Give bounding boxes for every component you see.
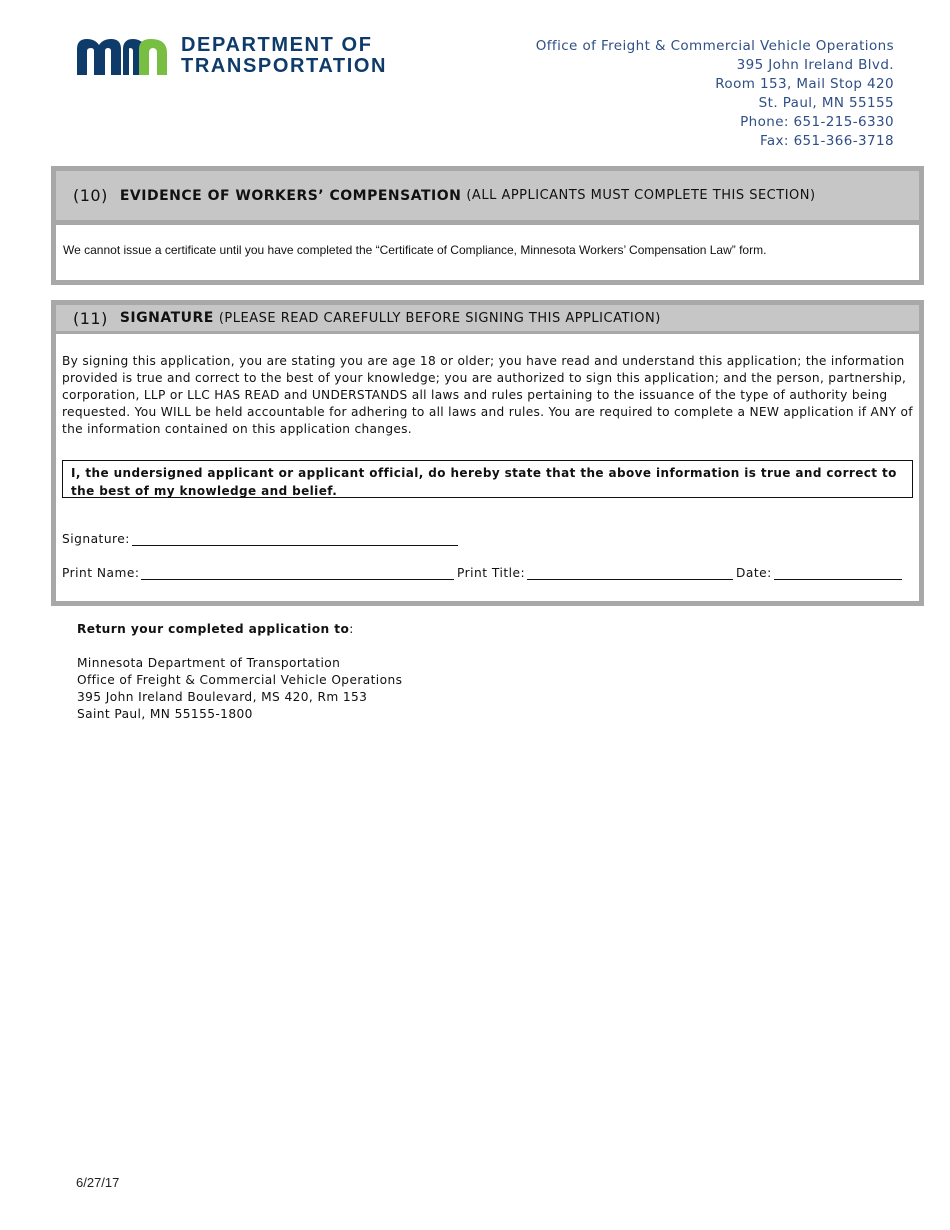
print-name-label: Print Name: bbox=[62, 566, 140, 580]
print-name-line[interactable] bbox=[141, 565, 454, 580]
return-line: Office of Freight & Commercial Vehicle Operations bbox=[77, 673, 403, 687]
section-11-header bbox=[56, 305, 919, 331]
address-line: Office of Freight & Commercial Vehicle Operations bbox=[535, 38, 894, 54]
mn-logo-mark-icon bbox=[77, 37, 169, 75]
section-title: EVIDENCE OF WORKERS’ COMPENSATION bbox=[119, 187, 462, 204]
section-number: (11) bbox=[73, 308, 108, 328]
return-heading-suffix: : bbox=[349, 622, 354, 636]
mndot-logo bbox=[77, 35, 417, 79]
signature-field bbox=[62, 531, 458, 546]
address-phone: Phone: 651-215-6330 bbox=[740, 114, 894, 130]
return-line: Minnesota Department of Transportation bbox=[77, 656, 341, 670]
section-subtitle: (PLEASE READ CAREFULLY BEFORE SIGNING THIS APPLICATION) bbox=[218, 310, 661, 326]
address-fax: Fax: 651-366-3718 bbox=[759, 133, 894, 149]
return-line: Saint Paul, MN 55155-1800 bbox=[77, 707, 253, 721]
date-field bbox=[736, 565, 902, 580]
return-heading bbox=[77, 621, 402, 638]
print-name-field bbox=[62, 565, 454, 580]
logo-wordmark bbox=[181, 35, 387, 77]
signature-line[interactable] bbox=[132, 531, 458, 546]
print-title-field bbox=[457, 565, 733, 580]
section-number: (10) bbox=[73, 186, 108, 205]
return-heading-text: Return your completed application to bbox=[77, 622, 350, 636]
address-line: St. Paul, MN 55155 bbox=[758, 95, 894, 111]
address-line: 395 John Ireland Blvd. bbox=[736, 57, 894, 73]
section-11-body bbox=[56, 334, 919, 601]
section-title: SIGNATURE bbox=[119, 310, 214, 326]
logo-line-1: DEPARTMENT OF bbox=[181, 34, 373, 56]
form-revision-date: 6/27/17 bbox=[76, 1175, 120, 1190]
section-signature bbox=[51, 300, 924, 606]
date-line[interactable] bbox=[774, 565, 902, 580]
section-10-body: We cannot issue a certificate until you have completed the “Certificate of Compliance, Minnesota Workers’ Compensation Law” form. bbox=[56, 225, 919, 280]
section-workers-compensation bbox=[51, 166, 924, 285]
return-address-block bbox=[77, 621, 402, 723]
print-title-label: Print Title: bbox=[457, 566, 526, 580]
print-title-line[interactable] bbox=[527, 565, 733, 580]
date-label: Date: bbox=[736, 566, 772, 580]
section-10-header bbox=[56, 171, 919, 220]
signature-disclaimer: By signing this application, you are stating you are age 18 or older; you have read and understand this application; the information provided is true and correct to the best of your knowledge; you are authorized to sign this application; and the person, partnership, corporation, LLP or LLC HAS READ and UNDERSTANDS all laws and rules pertaining to the issuance of the type of authority being requested. You WILL be held accountable for adhering to all laws and rules. You are required to complete a NEW application if ANY of the information contained on this application changes. bbox=[62, 354, 913, 436]
logo-line-2: TRANSPORTATION bbox=[181, 55, 388, 77]
section-subtitle: (ALL APPLICANTS MUST COMPLETE THIS SECTION) bbox=[466, 188, 816, 203]
address-line: Room 153, Mail Stop 420 bbox=[715, 76, 894, 92]
certification-statement: I, the undersigned applicant or applicant official, do hereby state that the above information is true and correct to the best of my knowledge and belief. bbox=[62, 460, 913, 498]
return-line: 395 John Ireland Boulevard, MS 420, Rm 153 bbox=[77, 690, 368, 704]
signature-label: Signature: bbox=[62, 532, 130, 546]
office-address bbox=[536, 37, 894, 151]
